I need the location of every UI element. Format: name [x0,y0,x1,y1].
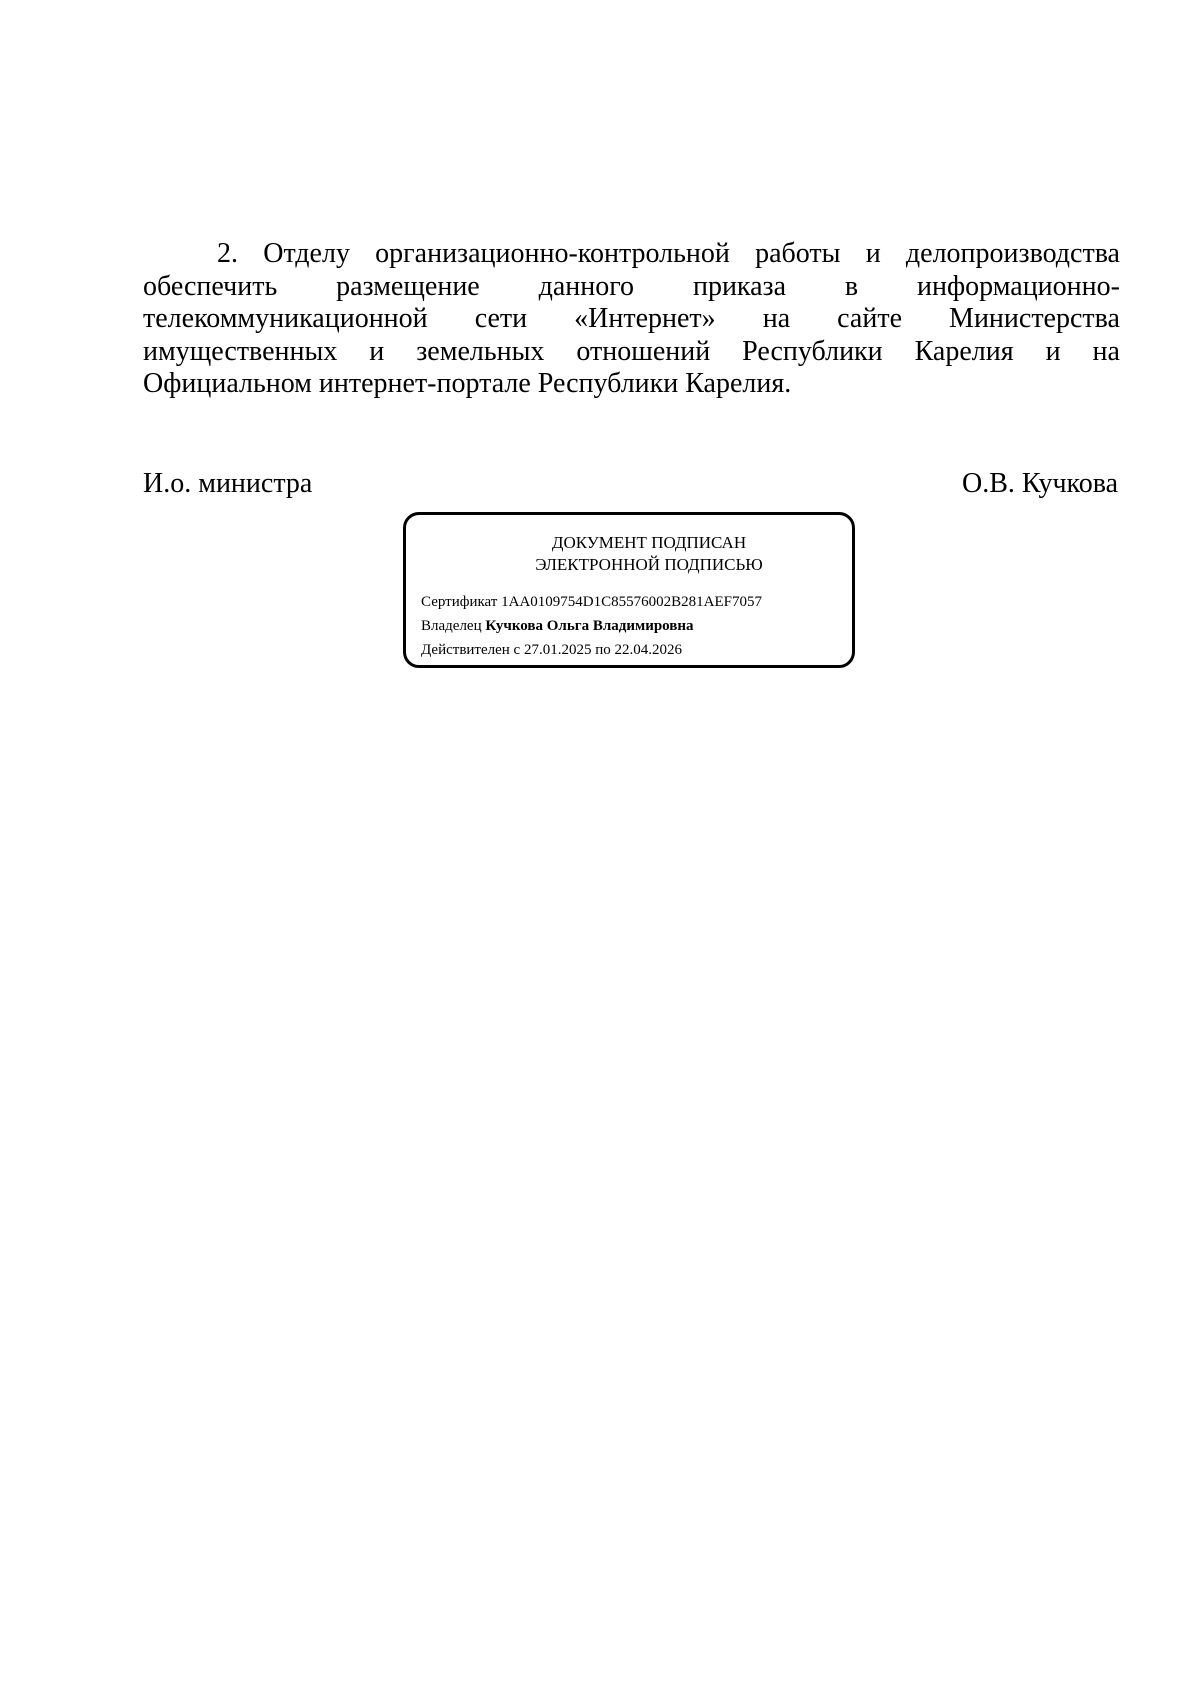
signature-row [143,468,1118,500]
signatory-name: О.В. Кучкова [961,468,1118,499]
electronic-signature-stamp [403,512,855,668]
word: телекоммуникационной [143,303,428,334]
word: и [369,335,385,367]
certificate-label: Сертификат [421,594,498,610]
owner-value: Кучкова Ольга Владимировна [485,618,694,634]
paragraph-line: Официальном интернет-портале Республики Карелия. [143,368,792,399]
word: Отделу [263,238,350,269]
stamp-title-line: ЭЛЕКТРОННОЙ ПОДПИСЬЮ [535,555,763,574]
word: организационно-контрольной [375,238,730,269]
paragraph-line [143,271,1120,304]
word: 2. [217,238,238,269]
word: информационно- [917,270,1120,302]
word: «Интернет» [574,303,716,334]
word: и [1045,335,1061,367]
certificate-line [421,592,762,612]
word: отношений [576,335,711,367]
paragraph-line [143,303,1120,336]
word: Карелия [914,335,1014,367]
paragraph-line [143,336,1120,369]
word: Республики [742,335,883,367]
word: данного [538,270,635,302]
word: земельных [416,335,545,367]
stamp-title-line: ДОКУМЕНТ ПОДПИСАН [551,533,747,552]
word: в [844,270,859,302]
word: размещение [336,270,480,302]
word: сайте [837,303,903,334]
word: и [865,238,881,269]
validity-line [421,640,682,660]
word: приказа [692,270,787,302]
valid-label: Действителен с [421,642,521,658]
certificate-value: 1AA0109754D1C85576002B281AEF7057 [501,594,762,610]
word: сети [474,303,528,334]
word: Министерства [949,303,1120,334]
word: обеспечить [143,270,278,302]
paragraph-line [143,238,1120,271]
owner-line [421,616,694,636]
signatory-position: И.о. министра [143,468,313,499]
valid-from: 27.01.2025 [523,642,592,658]
valid-to-label: по [595,642,611,658]
word: имущественных [143,335,338,367]
valid-to: 22.04.2026 [614,642,682,658]
stamp-title [406,532,852,576]
owner-label: Владелец [421,618,482,634]
body-paragraph [143,238,1120,401]
word: на [1092,335,1120,367]
word: делопроизводства [905,238,1120,269]
word: на [762,303,791,334]
word: работы [755,238,841,269]
